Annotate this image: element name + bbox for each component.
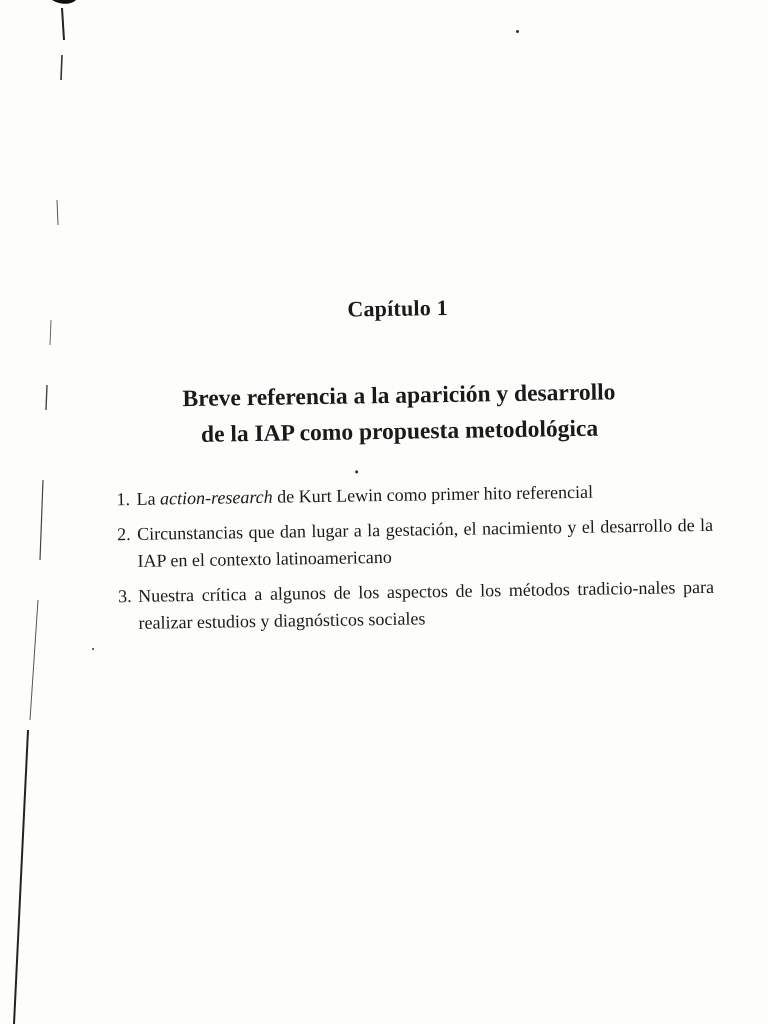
chapter-contents-list (112, 477, 714, 645)
contents-item (112, 477, 712, 513)
contents-item-text: Nuestra crítica a algunos de los aspectos de los métodos tradicio-nales para realizar estudios y diagnósticos sociales (137, 576, 715, 633)
contents-item-number: 3. (117, 585, 132, 607)
contents-item-text-end: de Kurt Lewin como primer hito referencial (272, 481, 594, 507)
chapter-label: Capítulo 1 (347, 294, 449, 322)
contents-item-number: 2. (116, 523, 131, 545)
contents-item-italic-term: action-research (159, 486, 273, 509)
contents-item (114, 574, 715, 637)
contents-item-text (136, 482, 593, 509)
contents-item (113, 512, 714, 575)
chapter-title (0, 371, 768, 456)
chapter-title-line-1: Breve referencia a la aparición y desarrollo (182, 379, 616, 413)
speck (355, 470, 358, 473)
chapter-title-line-2: de la IAP como propuesta metodológica (200, 415, 599, 448)
contents-item-number: 1. (116, 488, 131, 510)
contents-item-text: Circunstancias que dan lugar a la gestación, el nacimiento y el desarrollo de la IAP en el contexto latinoamericano (136, 514, 714, 571)
contents-item-text-start: La (136, 488, 161, 509)
